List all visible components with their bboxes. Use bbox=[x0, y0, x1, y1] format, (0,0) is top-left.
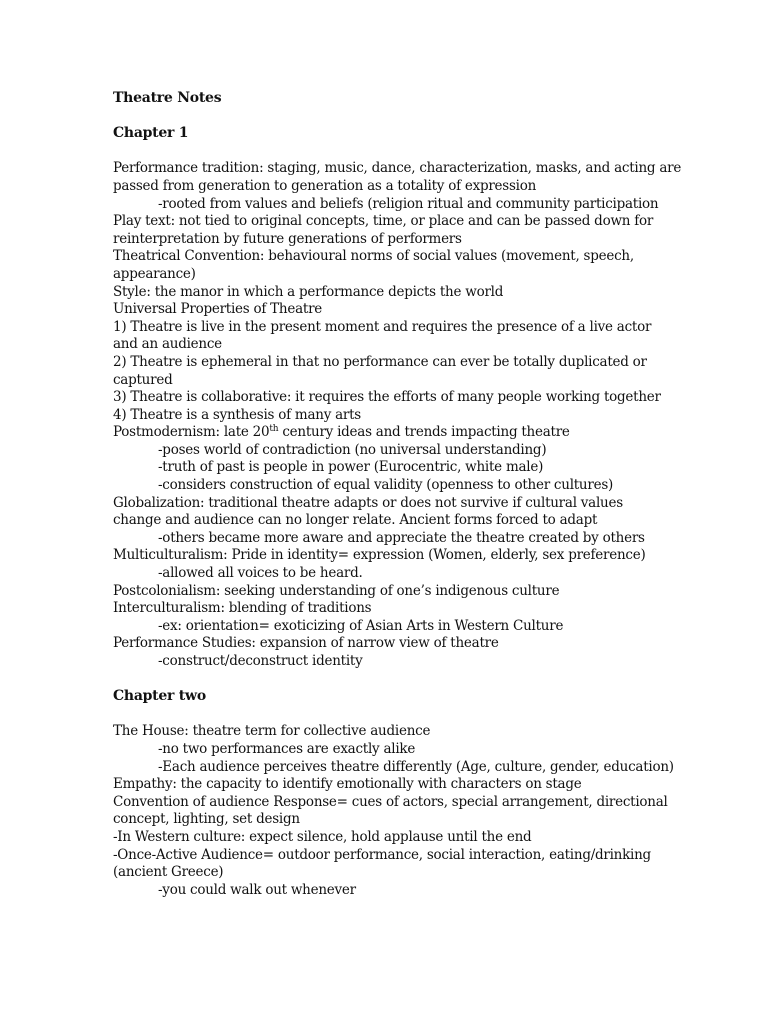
spacer bbox=[113, 143, 673, 161]
text-line-indented: -rooted from values and beliefs (religion ritual and community participation bbox=[158, 195, 659, 212]
text-segment: century ideas and trends impacting theatre bbox=[278, 424, 570, 441]
text-line: captured bbox=[113, 371, 173, 388]
chapter-2-heading: Chapter two bbox=[113, 688, 206, 705]
text-line: reinterpretation by future generations of performers bbox=[113, 230, 462, 247]
text-line: Postcolonialism: seeking understanding of one’s indigenous culture bbox=[113, 582, 560, 599]
postmodernism-line bbox=[113, 424, 673, 442]
text-line-indented: -allowed all voices to be heard. bbox=[158, 565, 363, 582]
text-line-indented: -truth of past is people in power (Eurocentric, white male) bbox=[158, 459, 544, 476]
text-line-indented: -no two performances are exactly alike bbox=[158, 740, 416, 757]
text-line: Performance Studies: expansion of narrow view of theatre bbox=[113, 635, 499, 652]
text-line: -Once-Active Audience= outdoor performance, social interaction, eating/drinking bbox=[113, 846, 651, 863]
text-line: 3) Theatre is collaborative: it requires the efforts of many people working together bbox=[113, 389, 661, 406]
text-line: Convention of audience Response= cues of actors, special arrangement, directional bbox=[113, 793, 668, 810]
text-line: Style: the manor in which a performance depicts the world bbox=[113, 283, 504, 300]
text-line: 2) Theatre is ephemeral in that no performance can ever be totally duplicated or bbox=[113, 353, 647, 370]
text-line-indented: -construct/deconstruct identity bbox=[158, 653, 363, 669]
text-line-indented: -ex: orientation= exoticizing of Asian Arts in Western Culture bbox=[158, 617, 564, 634]
text-line-indented: -Each audience perceives theatre differently (Age, culture, gender, education) bbox=[158, 758, 674, 775]
text-line: Empathy: the capacity to identify emotionally with characters on stage bbox=[113, 776, 582, 793]
superscript: th bbox=[269, 424, 279, 435]
text-line: concept, lighting, set design bbox=[113, 811, 300, 828]
text-line: Performance tradition: staging, music, dance, characterization, masks, and acting are bbox=[113, 160, 682, 177]
chapter-1-heading: Chapter 1 bbox=[113, 125, 189, 142]
spacer bbox=[113, 671, 673, 689]
text-line: Play text: not tied to original concepts, time, or place and can be passed down for bbox=[113, 213, 654, 230]
text-line: (ancient Greece) bbox=[113, 864, 224, 881]
text-line: 1) Theatre is live in the present moment and requires the presence of a live actor bbox=[113, 318, 652, 335]
text-line-indented: -others became more aware and appreciate the theatre created by others bbox=[158, 529, 645, 546]
text-line: Universal Properties of Theatre bbox=[113, 301, 323, 318]
document-title: Theatre Notes bbox=[113, 90, 222, 106]
text-line: The House: theatre term for collective audience bbox=[113, 723, 431, 740]
text-line: Globalization: traditional theatre adapts or does not survive if cultural values bbox=[113, 494, 623, 511]
text-line: 4) Theatre is a synthesis of many arts bbox=[113, 406, 361, 423]
text-line: appearance) bbox=[113, 265, 196, 282]
text-segment: Postmodernism: late 20 bbox=[113, 424, 270, 441]
spacer bbox=[113, 108, 673, 126]
text-line: Multiculturalism: Pride in identity= expression (Women, elderly, sex preference) bbox=[113, 547, 646, 564]
notes-content bbox=[113, 90, 682, 899]
text-line: change and audience can no longer relate. Ancient forms forced to adapt bbox=[113, 512, 598, 529]
text-line: -In Western culture: expect silence, hold applause until the end bbox=[113, 828, 532, 845]
text-line: Theatrical Convention: behavioural norms of social values (movement, speech, bbox=[113, 248, 634, 265]
text-line-indented: -poses world of contradiction (no universal understanding) bbox=[158, 441, 547, 458]
text-line: Interculturalism: blending of traditions bbox=[113, 600, 372, 617]
text-line-indented: -considers construction of equal validity (openness to other cultures) bbox=[158, 477, 614, 494]
text-line-indented: -you could walk out whenever bbox=[158, 881, 356, 898]
spacer bbox=[113, 706, 673, 724]
text-line: passed from generation to generation as a totality of expression bbox=[113, 177, 537, 194]
text-line: and an audience bbox=[113, 336, 222, 353]
